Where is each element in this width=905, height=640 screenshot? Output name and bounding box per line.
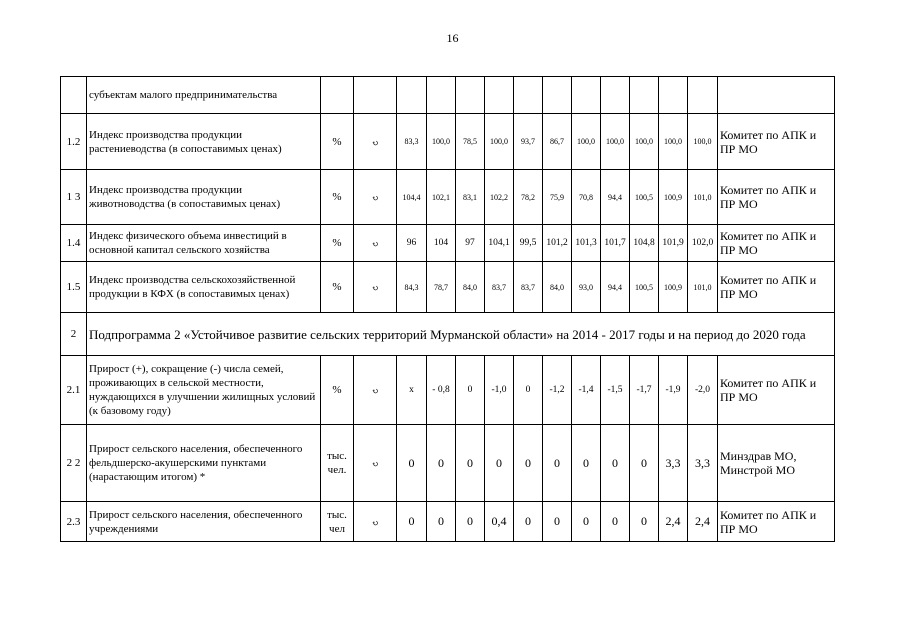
value-cell [630, 262, 659, 313]
value: 84,0 [550, 282, 564, 292]
value: 101,0 [693, 282, 712, 292]
value: -1,7 [636, 385, 652, 395]
indicator-name: Индекс физического объема инвестиций в основной капитал сельского хозяйства [87, 225, 321, 262]
value: 104,4 [402, 192, 421, 202]
value-cell [543, 262, 572, 313]
value-cell [572, 170, 601, 225]
value: 101,2 [546, 238, 568, 248]
value: 100,9 [664, 282, 682, 292]
value-cell [397, 262, 427, 313]
value: 0 [438, 514, 444, 528]
value: 99,5 [519, 238, 537, 248]
empty-cell [514, 77, 543, 114]
value: 0 [408, 455, 415, 470]
mark-cell [354, 356, 397, 425]
value: 0 [408, 514, 415, 528]
row-number: 2.3 [61, 502, 87, 542]
value: 0 [525, 385, 531, 395]
value-cell [659, 225, 688, 262]
value-cell [514, 502, 543, 542]
value-cell [659, 262, 688, 313]
value: 104 [433, 238, 449, 248]
row-number: 2 2 [61, 425, 87, 502]
handwritten-mark-icon: ↻ [370, 137, 380, 149]
value-cell [601, 114, 630, 170]
value-cell [485, 225, 514, 262]
value-cell [485, 356, 514, 425]
value-cell [543, 170, 572, 225]
value: 102,1 [432, 192, 450, 202]
value: 100,0 [606, 137, 624, 146]
indicator-name: Прирост сельского населения, обеспеченного фельдшерско-акушерскими пунктами (нарастающим итогом) * [87, 425, 321, 502]
value: 78,7 [434, 282, 448, 292]
value: 0 [641, 514, 647, 528]
value-cell [427, 425, 456, 502]
value-cell [456, 114, 485, 170]
row-number: 1 3 [61, 170, 87, 225]
indicators-table [60, 76, 835, 542]
value: 0 [554, 455, 560, 470]
handwritten-mark-icon: ↻ [370, 283, 380, 294]
value-cell [397, 356, 427, 425]
table-row [61, 502, 835, 542]
row-number: 2.1 [61, 356, 87, 425]
value: 93,0 [579, 282, 593, 292]
mark-cell [354, 502, 397, 542]
handwritten-mark-icon: ↻ [370, 459, 380, 470]
value: 2,4 [665, 514, 681, 528]
empty-cell [630, 77, 659, 114]
value-cell [543, 356, 572, 425]
handwritten-mark-icon: ↻ [370, 386, 380, 397]
value: 100,0 [635, 137, 653, 146]
handwritten-mark-icon: ↻ [370, 239, 380, 250]
value: -1,9 [665, 385, 681, 395]
row-number [61, 77, 87, 114]
value-cell [397, 114, 427, 170]
value: 0 [525, 514, 531, 528]
value: 75,9 [550, 192, 564, 202]
empty-cell [397, 77, 427, 114]
value: 0 [612, 455, 618, 470]
value-cell [659, 502, 688, 542]
responsible: Комитет по АПК и ПР МО [718, 356, 835, 425]
unit-cell: % [321, 114, 354, 170]
table-row [61, 425, 835, 502]
unit-cell: % [321, 225, 354, 262]
indicator-name: Прирост (+), сокращение (-) числа семей, проживающих в сельской местности, нуждающихся в улучшении жилищных условий (к базовому году) [87, 356, 321, 425]
value-cell [630, 502, 659, 542]
value: 84,0 [463, 282, 477, 292]
value-cell [572, 262, 601, 313]
value-cell [543, 225, 572, 262]
value-cell [688, 502, 718, 542]
row-number: 1.2 [61, 114, 87, 170]
value: 84,3 [404, 282, 419, 292]
value-cell [601, 225, 630, 262]
value: 0 [467, 455, 473, 470]
value: 83,3 [404, 137, 419, 146]
unit-cell: % [321, 262, 354, 313]
table-row [61, 262, 835, 313]
handwritten-mark-icon: ↻ [370, 193, 380, 204]
value-cell [659, 425, 688, 502]
value-cell [688, 114, 718, 170]
value: 83,7 [521, 282, 535, 292]
value: 101,3 [575, 238, 597, 248]
row-number: 1.5 [61, 262, 87, 313]
table-row [61, 170, 835, 225]
value-cell [601, 262, 630, 313]
value-cell [427, 225, 456, 262]
value: 100,0 [693, 137, 712, 146]
value: 100,0 [664, 137, 682, 146]
mark-cell [354, 114, 397, 170]
value-cell [543, 425, 572, 502]
value: 3,3 [665, 455, 681, 470]
value: 104,8 [633, 238, 655, 248]
value-cell [427, 502, 456, 542]
responsible: Комитет по АПК и ПР МО [718, 225, 835, 262]
value-cell [659, 170, 688, 225]
value-cell [659, 356, 688, 425]
value-cell [659, 114, 688, 170]
value: -1,4 [578, 385, 594, 395]
mark-cell [354, 425, 397, 502]
value-cell [601, 170, 630, 225]
value: -1,0 [491, 385, 507, 395]
value: 0 [467, 385, 473, 395]
value: 101,7 [604, 238, 626, 248]
empty-cell [354, 77, 397, 114]
value-cell [630, 170, 659, 225]
table-row [61, 77, 835, 114]
value: 3,3 [695, 455, 710, 470]
value: 0,4 [491, 514, 507, 528]
table-row [61, 225, 835, 262]
responsible: Комитет по АПК и ПР МО [718, 502, 835, 542]
empty-cell [659, 77, 688, 114]
responsible [718, 77, 835, 114]
empty-cell [321, 77, 354, 114]
value-cell [601, 356, 630, 425]
value: 100,0 [490, 137, 508, 146]
table-row [61, 313, 835, 356]
value-cell [456, 225, 485, 262]
value: 100,9 [664, 192, 682, 202]
value: 0 [583, 455, 589, 470]
value: 0 [583, 514, 589, 528]
value: - 0,8 [432, 385, 450, 395]
empty-cell [572, 77, 601, 114]
value: 78,2 [521, 192, 535, 202]
responsible: Комитет по АПК и ПР МО [718, 262, 835, 313]
value-cell [485, 114, 514, 170]
value: 86,7 [550, 137, 564, 146]
value-cell [456, 425, 485, 502]
value-cell [688, 225, 718, 262]
value: -2,0 [694, 385, 711, 395]
value: 0 [496, 455, 502, 470]
value: 104,1 [488, 238, 510, 248]
unit-cell: % [321, 170, 354, 225]
value-cell [514, 356, 543, 425]
value: 70,8 [579, 192, 593, 202]
handwritten-mark-icon: ↻ [370, 517, 380, 529]
empty-cell [427, 77, 456, 114]
value: -1,5 [607, 385, 623, 395]
unit-cell: тыс. чел. [321, 425, 354, 502]
subprogram-title: Подпрограмма 2 «Устойчивое развитие сельских территорий Мурманской области» на 2014 - 2017 годы и на период до 2020 года [87, 313, 835, 356]
value: 102,2 [490, 192, 508, 202]
value: 96 [406, 238, 417, 248]
value-cell [514, 170, 543, 225]
value-cell [572, 114, 601, 170]
value-cell [514, 425, 543, 502]
empty-cell [688, 77, 718, 114]
value: x [409, 385, 414, 395]
value-cell [688, 356, 718, 425]
value: 93,7 [521, 137, 535, 146]
value-cell [514, 262, 543, 313]
value-cell [572, 225, 601, 262]
value-cell [572, 502, 601, 542]
empty-cell [456, 77, 485, 114]
value-cell [688, 262, 718, 313]
value: 94,4 [608, 192, 622, 202]
value: 100,0 [577, 137, 595, 146]
indicator-name: Индекс производства сельскохозяйственной продукции в КФХ (в сопоставимых ценах) [87, 262, 321, 313]
value-cell [397, 225, 427, 262]
value-cell [543, 114, 572, 170]
page-number: 16 [446, 31, 459, 45]
responsible: Комитет по АПК и ПР МО [718, 170, 835, 225]
value-cell [397, 170, 427, 225]
value-cell [456, 262, 485, 313]
value: 78,5 [463, 137, 477, 146]
indicator-name: Индекс производства продукции животноводства (в сопоставимых ценах) [87, 170, 321, 225]
row-number: 2 [61, 313, 87, 356]
indicator-name: субъектам малого предпринимательства [87, 77, 321, 114]
value-cell [456, 502, 485, 542]
value: 0 [525, 455, 531, 470]
value: 0 [612, 514, 618, 528]
table-row [61, 114, 835, 170]
empty-cell [543, 77, 572, 114]
value-cell [485, 502, 514, 542]
value-cell [601, 425, 630, 502]
responsible: Комитет по АПК и ПР МО [718, 114, 835, 170]
value: 0 [467, 514, 473, 528]
value-cell [485, 170, 514, 225]
value: 97 [465, 238, 475, 248]
value-cell [427, 170, 456, 225]
value: 2,4 [695, 514, 710, 528]
value: 102,0 [691, 238, 714, 248]
indicator-name: Прирост сельского населения, обеспеченного учреждениями [87, 502, 321, 542]
value-cell [456, 170, 485, 225]
value: 100,5 [635, 282, 653, 292]
value-cell [572, 356, 601, 425]
value: 100,0 [432, 137, 450, 146]
value: 83,1 [463, 192, 477, 202]
value-cell [688, 170, 718, 225]
value-cell [427, 356, 456, 425]
value: 101,9 [662, 238, 684, 248]
row-number: 1.4 [61, 225, 87, 262]
mark-cell [354, 170, 397, 225]
mark-cell [354, 262, 397, 313]
value-cell [397, 425, 427, 502]
value: -1,2 [549, 385, 565, 395]
value-cell [514, 114, 543, 170]
value-cell [427, 114, 456, 170]
empty-cell [485, 77, 514, 114]
table-row [61, 356, 835, 425]
empty-cell [601, 77, 630, 114]
value-cell [397, 502, 427, 542]
value: 101,0 [693, 192, 712, 202]
value-cell [543, 502, 572, 542]
value-cell [427, 262, 456, 313]
value-cell [456, 356, 485, 425]
unit-cell: % [321, 356, 354, 425]
value-cell [630, 114, 659, 170]
value: 0 [554, 514, 560, 528]
value-cell [514, 225, 543, 262]
value-cell [630, 425, 659, 502]
value-cell [485, 262, 514, 313]
responsible: Минздрав МО, Минстрой МО [718, 425, 835, 502]
value-cell [688, 425, 718, 502]
value: 83,7 [492, 282, 506, 292]
value-cell [601, 502, 630, 542]
unit-cell: тыс. чел [321, 502, 354, 542]
value: 0 [438, 455, 444, 470]
value-cell [630, 356, 659, 425]
value: 100,5 [635, 192, 653, 202]
value-cell [485, 425, 514, 502]
value-cell [572, 425, 601, 502]
value: 0 [641, 455, 647, 470]
value-cell [630, 225, 659, 262]
indicator-name: Индекс производства продукции растениеводства (в сопоставимых ценах) [87, 114, 321, 170]
value: 94,4 [608, 282, 622, 292]
mark-cell [354, 225, 397, 262]
